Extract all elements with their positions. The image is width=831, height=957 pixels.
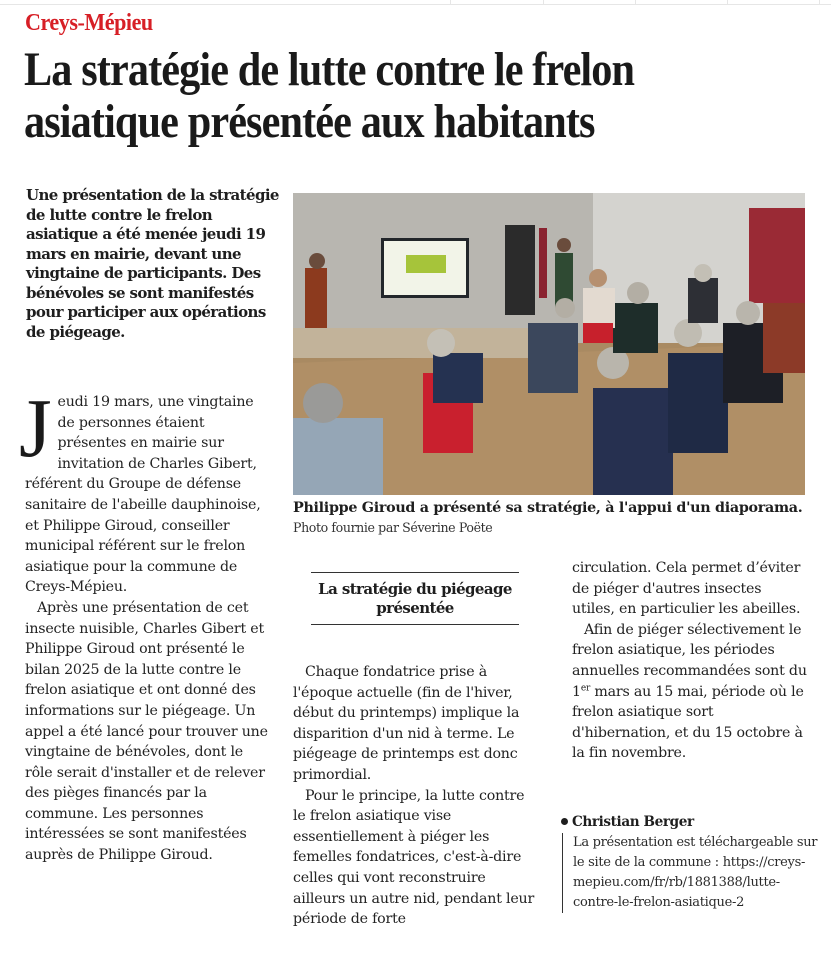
- meeting-photo-illustration: [293, 193, 805, 495]
- column-1: [19, 382, 271, 866]
- column-2: [293, 662, 540, 930]
- paragraph-5: [572, 620, 808, 764]
- author-name: Christian Berger: [572, 814, 694, 830]
- paragraph-4-continued: circulation. Cela permet d’éviter de piéger d'autres insectes utiles, en particulier les abeilles.: [572, 560, 801, 618]
- headline-line-1: La stratégie de lutte contre le frelon: [24, 43, 635, 96]
- article-photo: [293, 193, 805, 495]
- photo-credit: Photo fournie par Séverine Poëte: [293, 520, 493, 535]
- article-kicker: Creys-Mépieu: [25, 10, 153, 36]
- article-lead: Une présentation de la stratégie de lutte contre le frelon asiatique a été menée jeudi 19 mars en mairie, devant une vingtaine de participants. Des bénévoles se sont manifestés pour participer aux opérations de piégeage.: [26, 186, 279, 341]
- paragraph-3: Chaque fondatrice prise à l'époque actuelle (fin de l'hiver, début du printemps) implique la disparition d'un nid à terme. Le piégeage de printemps est donc primordial.: [293, 664, 520, 783]
- page-top-rule: [0, 4, 831, 5]
- author-byline: [561, 813, 694, 831]
- headline-line-2: asiatique présentée aux habitants: [24, 95, 595, 148]
- paragraph-5-text-a: Afin de piéger sélectivement le frelon asiatique, les périodes annuelles recommandées sont du 1: [572, 621, 807, 700]
- ordinal-superscript: er: [580, 682, 591, 693]
- paragraph-2: Après une présentation de cet insecte nuisible, Charles Gibert et Philippe Giroud ont présenté le bilan 2025 de la lutte contre le frelon asiatique et ont donné des informations sur le piégeage. Un appel a été lancé pour trouver une vingtaine de bénévoles, dont le rôle serait d'installer et de relever des pièges financés par la commune. Les personnes intéressées se sont manifestées auprès de Philippe Giroud.: [25, 599, 268, 864]
- paragraph-5-text-b: mars au 15 mai, période où le frelon asiatique sort d'hibernation, et du 15 octobre à la fin novembre.: [572, 683, 804, 762]
- paragraph-4: Pour le principe, la lutte contre le frelon asiatique vise essentiellement à piéger les femelles fondatrices, c'est-à-dire celles qui vont reconstruire ailleurs un autre nid, pendant leur période de forte: [293, 787, 535, 928]
- bullet-icon: [561, 818, 568, 825]
- paragraph-1-text: eudi 19 mars, une vingtaine de personnes étaient présentes en mairie sur invitation de Charles Gibert, référent du Groupe de défense sanitaire de l'abeille dauphinoise, et Philippe Giroud, conseiller municipal référent sur le frelon asiatique pour la commune de Creys-Mépieu.: [25, 394, 261, 596]
- drop-cap: J: [19, 382, 52, 475]
- subheading: La stratégie du piégeage présentée: [311, 572, 519, 625]
- photo-caption: [293, 498, 823, 538]
- article-headline: [24, 44, 728, 148]
- download-note: La présentation est téléchargeable sur le site de la commune : https://creys-mepieu.com/fr/rb/1881388/lutte-contre-le-frelon-asiatique-2: [562, 833, 823, 913]
- caption-text: Philippe Giroud a présenté sa stratégie, à l'appui d'un diaporama.: [293, 500, 803, 516]
- paragraph-1: [19, 382, 271, 598]
- column-3: [572, 558, 808, 764]
